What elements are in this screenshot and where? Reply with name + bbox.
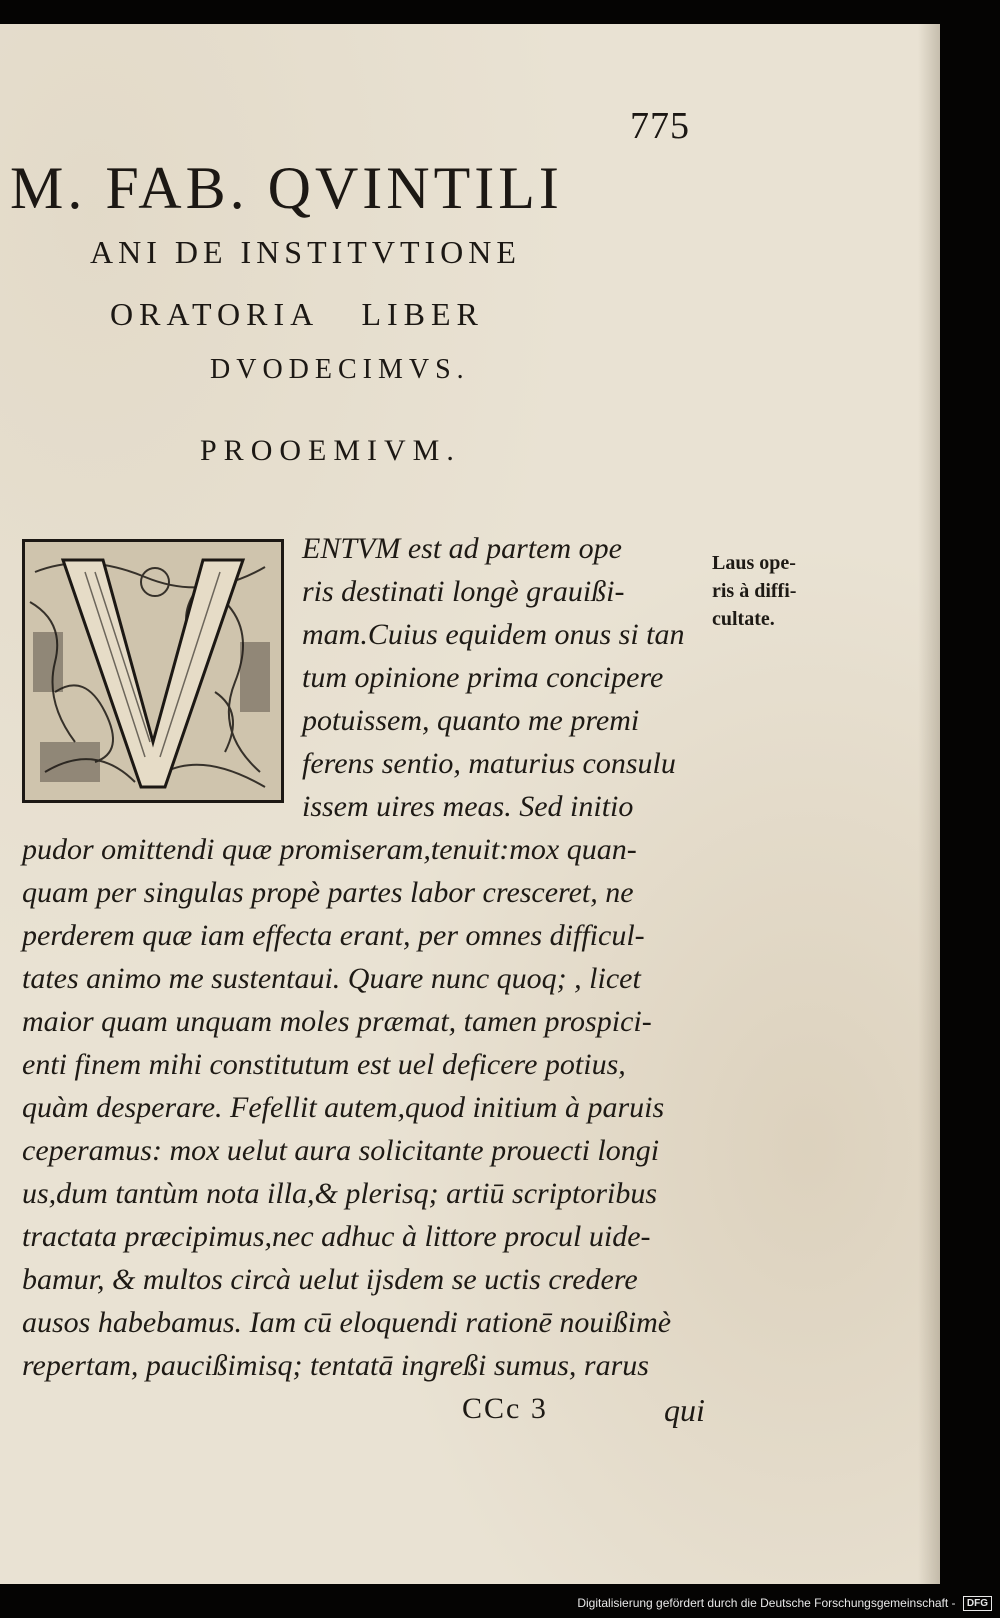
section-heading: PROOEMIVM. bbox=[200, 434, 461, 467]
text-line: ris destinati longè grauißi- bbox=[302, 575, 625, 608]
text-line: repertam, paucißimisq; tentatā ingreßi sumus, rarus bbox=[22, 1349, 649, 1382]
text-line: issem uires meas. Sed initio bbox=[302, 790, 634, 823]
text-line: bamur, & multos circà uelut ijsdem se uctis credere bbox=[22, 1263, 638, 1296]
text-line: ENTVM est ad partem ope bbox=[302, 532, 622, 565]
title-line-4: DVODECIMVS. bbox=[210, 354, 470, 385]
text-line: us,dum tantùm nota illa,& plerisq; artiū scriptoribus bbox=[22, 1177, 658, 1210]
text-line: maior quam unquam moles præmat, tamen prospici- bbox=[22, 1005, 652, 1038]
text-line: mam.Cuius equidem onus si tan bbox=[302, 618, 685, 651]
text-line: quam per singulas propè partes labor cresceret, ne bbox=[22, 876, 634, 909]
marginal-note-line: ris à diffi- bbox=[712, 580, 797, 602]
text-line: quàm desperare. Fefellit autem,quod initium à paruis bbox=[22, 1091, 665, 1124]
text-line: tractata præcipimus,nec adhuc à littore procul uide- bbox=[22, 1220, 651, 1253]
dfg-logo: DFG bbox=[963, 1596, 992, 1611]
text-line: tates animo me sustentaui. Quare nunc quoq; , licet bbox=[22, 962, 641, 995]
page-number: 775 bbox=[630, 105, 690, 147]
text-line: potuissem, quanto me premi bbox=[302, 704, 640, 737]
woodcut-illustration bbox=[25, 542, 281, 800]
text-line: tum opinione prima concipere bbox=[302, 661, 664, 694]
title-line-1: M. FAB. QVINTILI bbox=[10, 155, 563, 221]
title-line-3: ORATORIA LIBER bbox=[110, 296, 484, 332]
text-line: enti finem mihi constitutum est uel deficere potius, bbox=[22, 1048, 626, 1081]
text-line: ausos habebamus. Iam cū eloquendi rationē nouißimè bbox=[22, 1306, 672, 1339]
text-line: pudor omittendi quæ promiseram,tenuit:mox quan- bbox=[22, 833, 637, 866]
text-line: ceperamus: mox uelut aura solicitante prouecti longi bbox=[22, 1134, 660, 1167]
signature-mark: CCc 3 bbox=[462, 1392, 548, 1425]
text-line: perderem quæ iam effecta erant, per omnes difficul- bbox=[22, 919, 645, 952]
digitization-credit bbox=[577, 1596, 992, 1611]
credit-text: Digitalisierung gefördert durch die Deutsche Forschungsgemeinschaft - bbox=[577, 1596, 956, 1610]
decorated-initial-woodcut bbox=[22, 539, 284, 803]
catchword: qui bbox=[664, 1392, 705, 1428]
text-line: ferens sentio, maturius consulu bbox=[302, 747, 676, 780]
book-page bbox=[0, 24, 940, 1584]
marginal-note-line: cultate. bbox=[712, 608, 775, 630]
marginal-note-line: Laus ope- bbox=[712, 552, 796, 574]
title-line-2: ANI DE INSTITVTIONE bbox=[90, 234, 521, 270]
